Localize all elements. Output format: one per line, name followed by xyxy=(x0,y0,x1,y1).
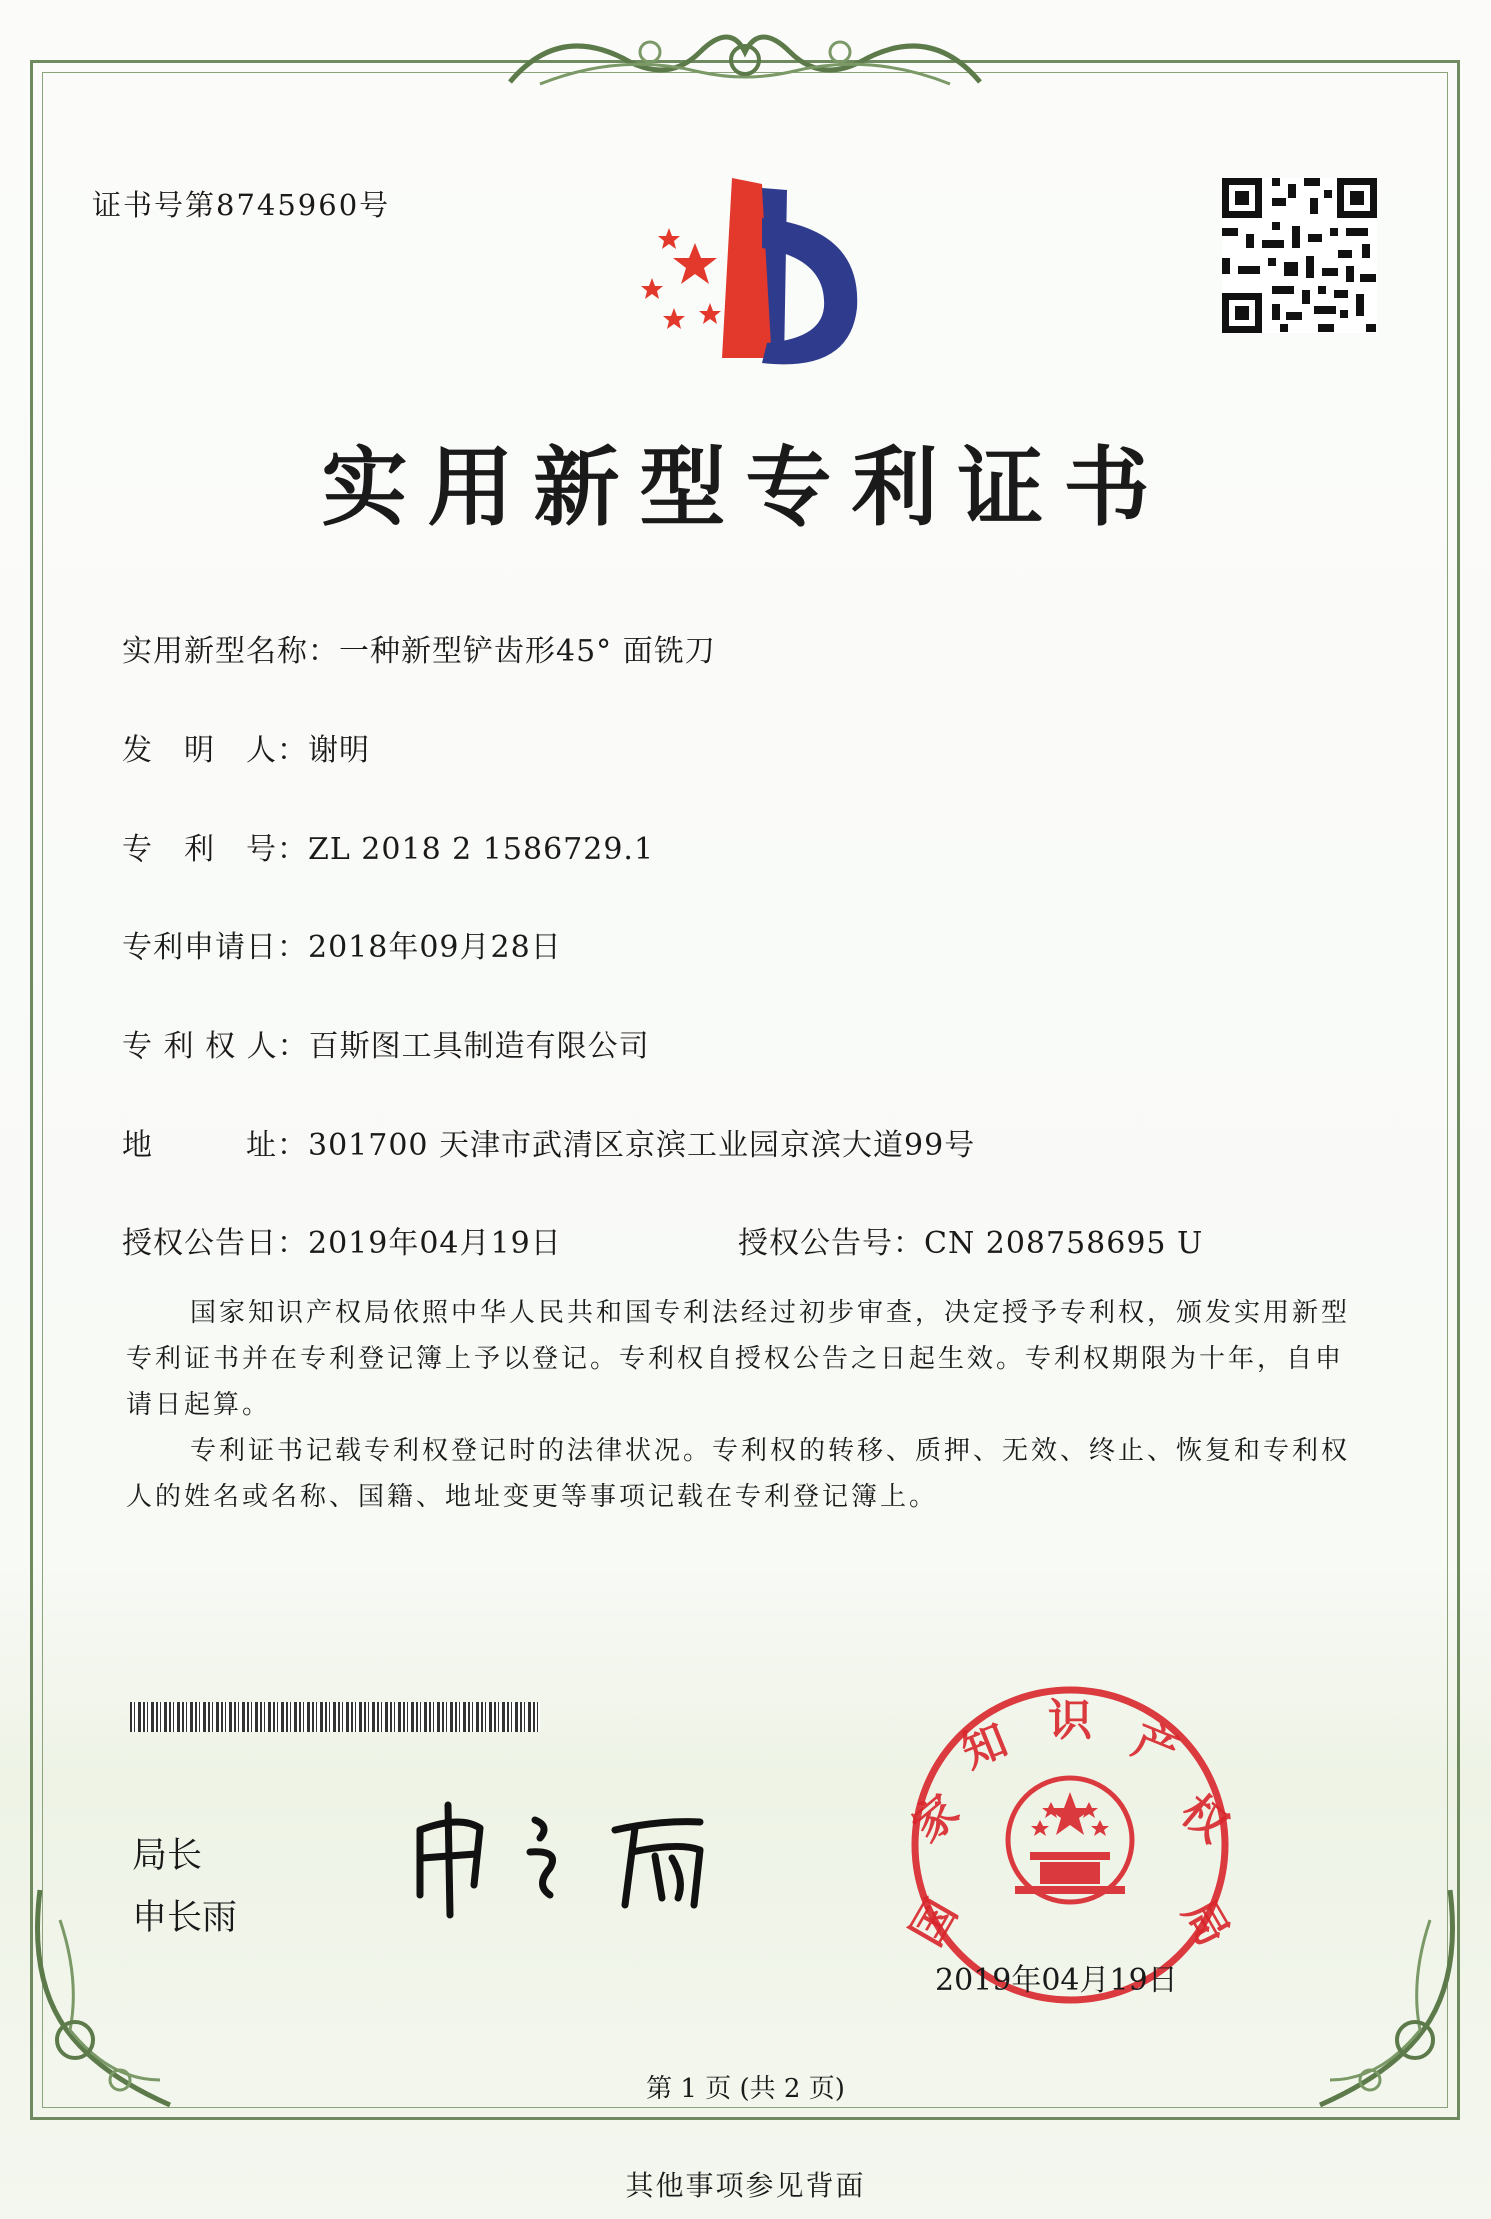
director-title: 局长 xyxy=(132,1836,203,1876)
svg-text:识: 识 xyxy=(1048,1695,1092,1746)
field-inventor xyxy=(122,725,370,769)
field-announcement-number xyxy=(738,1218,1203,1262)
top-ornament-icon xyxy=(500,12,990,102)
barcode-icon xyxy=(130,1702,540,1732)
field-patent-number xyxy=(122,824,654,868)
field-patentee xyxy=(122,1021,650,1065)
field-value: 2018年09月28日 xyxy=(308,930,562,965)
field-value: 2019年04月19日 xyxy=(308,1226,562,1261)
field-value: ZL 2018 2 1586729.1 xyxy=(308,832,655,867)
field-value: CN 208758695 U xyxy=(924,1226,1204,1261)
patent-office-logo-icon xyxy=(612,178,872,378)
field-value: 百斯图工具制造有限公司 xyxy=(308,1029,650,1064)
svg-text:局: 局 xyxy=(1172,1890,1239,1955)
seal-date: 2019年04月19日 xyxy=(935,1963,1178,1998)
field-label: 授权公告日： xyxy=(122,1226,308,1261)
field-address xyxy=(122,1120,975,1164)
qr-code-icon xyxy=(1222,178,1377,333)
footer-note: 其他事项参见背面 xyxy=(625,2169,866,2202)
field-label: 地 址： xyxy=(122,1128,308,1163)
field-application-date xyxy=(122,922,562,966)
svg-text:产: 产 xyxy=(1125,1714,1186,1779)
svg-text:家: 家 xyxy=(902,1785,969,1853)
svg-text:国: 国 xyxy=(901,1890,968,1955)
director-name: 申长雨 xyxy=(132,1898,238,1938)
field-label: 授权公告号： xyxy=(738,1226,924,1261)
field-label: 实用新型名称： xyxy=(122,634,339,669)
field-value: 谢明 xyxy=(308,733,370,768)
field-label: 专 利 权 人： xyxy=(122,1029,309,1064)
body-paragraph: 国家知识产权局依照中华人民共和国专利法经过初步审查，决定授予专利权，颁发实用新型专利证书并在专利登记簿上予以登记。专利权自授权公告之日起生效。专利权期限为十年，自申请日起算。 xyxy=(126,1298,1351,1420)
signature-icon xyxy=(400,1790,760,1920)
field-grant-date xyxy=(122,1218,562,1262)
field-value: 一种新型铲齿形45° 面铣刀 xyxy=(339,634,716,669)
svg-text:知: 知 xyxy=(954,1714,1015,1779)
certificate-number: 证书号第8745960号 xyxy=(92,188,391,222)
field-utility-model-name xyxy=(122,626,716,670)
field-label: 专利申请日： xyxy=(122,930,308,965)
page-number: 第 1 页 (共 2 页) xyxy=(646,2074,845,2104)
field-label: 发 明 人： xyxy=(122,733,308,768)
certificate-body-text xyxy=(126,1290,1356,1520)
field-value: 301700 天津市武清区京滨工业园京滨大道99号 xyxy=(308,1128,976,1163)
svg-text:权: 权 xyxy=(1171,1785,1238,1853)
body-paragraph: 专利证书记载专利权登记时的法律状况。专利权的转移、质押、无效、终止、恢复和专利权人的姓名或名称、国籍、地址变更等事项记载在专利登记簿上。 xyxy=(126,1436,1351,1512)
page-title: 实用新型专利证书 xyxy=(321,437,1170,538)
field-label: 专 利 号： xyxy=(122,832,308,867)
